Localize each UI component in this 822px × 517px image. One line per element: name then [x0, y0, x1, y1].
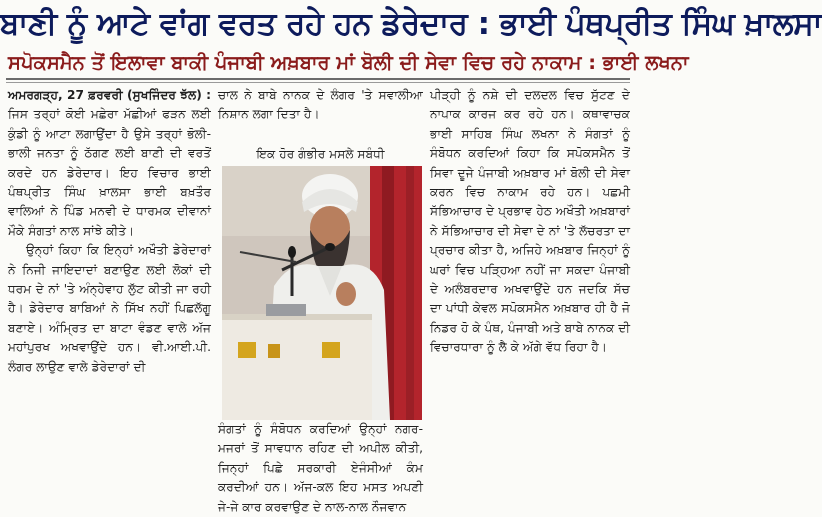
article-paragraph: ਚਾਲ ਨੇ ਬਾਬੇ ਨਾਨਕ ਦੇ ਲੰਗਰ 'ਤੇ ਸਵਾਲੀਆ ਨਿਸ਼ਾਨ ਲਗਾ ਦਿਤਾ ਹੈ। [218, 88, 423, 122]
subheadline: ਸਪੋਕਸਮੈਨ ਤੋਂ ਇਲਾਵਾ ਬਾਕੀ ਪੰਜਾਬੀ ਅਖ਼ਬਾਰ ਮਾਂ ਬੋਲੀ ਦੀ ਸੇਵਾ ਵਿਚ ਰਹੇ ਨਾਕਾਮ : ਭਾਈ ਲਖਨਾ [8, 51, 689, 74]
article-column-2-top [218, 86, 423, 144]
dateline: ਅਮਰਗੜ੍ਹ, 27 ਫ਼ਰਵਰੀ (ਸੁਖਜਿੰਦਰ ਝੱਲ) : [8, 88, 211, 102]
divider-rule [6, 78, 630, 80]
speaker-photo [222, 166, 422, 420]
headline: ਬਾਣੀ ਨੂੰ ਆਟੇ ਵਾਂਗ ਵਰਤ ਰਹੇ ਹਨ ਡੇਰੇਦਾਰ : ਭਾਈ ਪੰਥਪ੍ਰੀਤ ਸਿੰਘ ਖ਼ਾਲਸਾ [0, 6, 822, 42]
article-column-2-bottom [218, 420, 423, 514]
article-paragraph: ਪੀੜ੍ਹੀ ਨੂੰ ਨਸ਼ੇ ਦੀ ਦਲਦਲ ਵਿਚ ਸੁੱਟਣ ਦੇ ਨਾਪਾਕ ਕਾਰਜ ਕਰ ਰਹੇ ਹਨ। ਕਥਾਵਾਚਕ ਭਾਈ ਸਾਹਿਬ ਸਿੰਘ ਲਖਨਾ ਨੇ ਸੰਗਤਾਂ ਨੂੰ ਸੰਬੋਧਨ ਕਰਦਿਆਂ ਕਿਹਾ ਕਿ ਸਪੋਕਸਮੈਨ ਤੋਂ ਸਿਵਾ ਦੂਜੇ ਪੰਜਾਬੀ ਅਖ਼ਬਾਰ ਮਾਂ ਬੋਲੀ ਦੀ ਸੇਵਾ ਕਰਨ ਵਿਚ ਨਾਕਾਮ ਰਹੇ ਹਨ। ਪਛਮੀ ਸੱਭਿਆਚਾਰ ਦੇ ਪ੍ਰਭਾਵ ਹੇਠ ਅਖੌਤੀ ਅਖ਼ਬਾਰਾਂ ਨੇ ਸੱਭਿਆਚਾਰ ਦੀ ਸੇਵਾ ਦੇ ਨਾਂ 'ਤੇ ਲੱਚਰਤਾ ਦਾ ਪ੍ਰਚਾਰ ਕੀਤਾ ਹੈ, ਅਜਿਹੇ ਅਖ਼ਬਾਰ ਜਿਨ੍ਹਾਂ ਨੂੰ ਘਰਾਂ ਵਿਚ ਪੜ੍ਹਿਆ ਨਹੀਂ ਜਾ ਸਕਦਾ ਪੰਜਾਬੀ ਦੇ ਅਲੰਬਰਦਾਰ ਅਖਵਾਉਂਦੇ ਹਨ ਜਦਕਿ ਸੱਚ ਦਾ ਪਾਂਧੀ ਕੇਵਲ ਸਪੋਕਸਮੈਨ ਅਖ਼ਬਾਰ ਹੀ ਹੈ ਜੋ ਨਿਡਰ ਹੋ ਕੇ ਪੰਥ, ਪੰਜਾਬੀ ਅਤੇ ਬਾਬੇ ਨਾਨਕ ਦੀ ਵਿਚਾਰਧਾਰਾ ਨੂੰ ਲੈ ਕੇ ਅੱਗੇ ਵੱਧ ਰਿਹਾ ਹੈ। [430, 88, 630, 355]
article-paragraph [8, 86, 211, 241]
article-paragraph: ਉਨ੍ਹਾਂ ਕਿਹਾ ਕਿ ਇਨ੍ਹਾਂ ਅਖੌਤੀ ਡੇਰੇਦਾਰਾਂ ਨੇ ਨਿਜੀ ਜਾਇਦਾਦਾਂ ਬਣਾਉਣ ਲਈ ਲੋਕਾਂ ਦੀ ਧਰਮ ਦੇ ਨਾਂ 'ਤੇ ਅੰਨ੍ਹੇਵਾਹ ਲੁੱਟ ਕੀਤੀ ਜਾ ਰਹੀ ਹੈ। ਡੇਰੇਦਾਰ ਬਾਬਿਆਂ ਨੇ ਸਿੱਖ ਨਹੀਂ ਪਿਛਲੱਗੂ ਬਣਾਏ। ਅੰਮ੍ਰਿਤ ਦਾ ਬਾਟਾ ਵੰਡਣ ਵਾਲੇ ਅੱਜ ਮਹਾਂਪੁਰਖ ਅਖਵਾਉਂਦੇ ਹਨ। ਵੀ.ਆਈ.ਪੀ. ਲੰਗਰ ਲਾਉਣ ਵਾਲੇ ਡੇਰੇਦਾਰਾਂ ਦੀ [8, 243, 211, 374]
speaker-photo-illustration [222, 166, 422, 420]
article-text: ਜਿਸ ਤਰ੍ਹਾਂ ਕੋਈ ਮਛੇਰਾ ਮੱਛੀਆਂ ਫੜਨ ਲਈ ਕੁੰਡੀ ਨੂੰ ਆਟਾ ਲਗਾਉਂਦਾ ਹੈ ਉਸੇ ਤਰ੍ਹਾਂ ਭੋਲੀ-ਭਾਲੀ ਜਨਤਾ ਨੂੰ ਠੱਗਣ ਲਈ ਬਾਣੀ ਦੀ ਵਰਤੋਂ ਕਰਦੇ ਹਨ ਡੇਰੇਦਾਰ। ਇਹ ਵਿਚਾਰ ਭਾਈ ਪੰਥਪ੍ਰੀਤ ਸਿੰਘ ਖ਼ਾਲਸਾ ਭਾਈ ਬਖ਼ਤੌਰ ਵਾਲਿਆਂ ਨੇ ਪਿੰਡ ਮਨਵੀ ਦੇ ਧਾਰਮਕ ਦੀਵਾਨਾਂ ਮੌਕੇ ਸੰਗਤਾਂ ਨਾਲ ਸਾਂਝੇ ਕੀਤੇ। [8, 107, 211, 238]
divider-rule-thin [6, 82, 630, 83]
article-column-3 [430, 86, 630, 474]
article-paragraph: ਸੰਗਤਾਂ ਨੂੰ ਸੰਬੋਧਨ ਕਰਦਿਆਂ ਉਨ੍ਹਾਂ ਨਗਰ-ਮਜਰਾਂ ਤੋਂ ਸਾਵਧਾਨ ਰਹਿਣ ਦੀ ਅਪੀਲ ਕੀਤੀ, ਜਿਨ੍ਹਾਂ ਪਿਛੇ ਸਰਕਾਰੀ ਏਜੰਸੀਆਂ ਕੰਮ ਕਰਦੀਆਂ ਹਨ। ਅੱਜ-ਕਲ ਇਹ ਮਸਤ ਅਪਣੀ ਜੇ-ਜੇ ਕਾਰ ਕਰਵਾਉਣ ਦੇ ਨਾਲ-ਨਾਲ ਨੌਜਵਾਨ [218, 422, 423, 514]
article-column-1 [8, 86, 211, 474]
photo-caption: ਇਕ ਹੋਰ ਗੰਭੀਰ ਮਸਲੇ ਸਬੰਧੀ [256, 147, 385, 161]
